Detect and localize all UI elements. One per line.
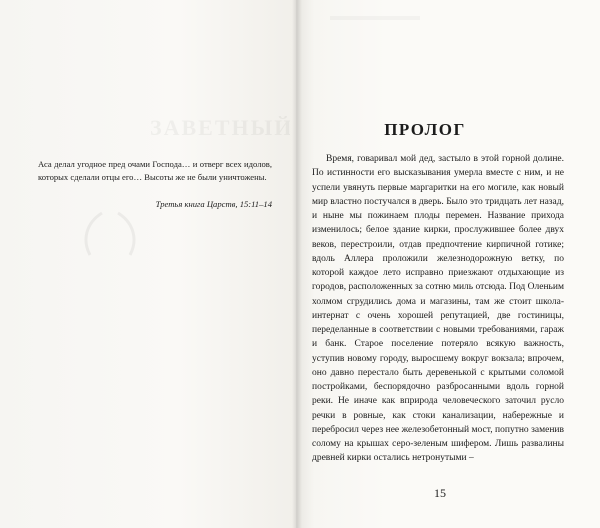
left-page: [0, 0, 296, 528]
show-through-wreath: [80, 205, 140, 265]
chapter-body: Время, говаривал мой дед, застыло в этой горной долине. По истинности его высказывания умерла вместе с ним, и не успели увянуть первые маргаритки на его могиле, как новый мир властно постучался в дверь. Было это тридцать лет назад, и ныне мы пожинаем плоды перемен. Название прихода изменилось; белое здание кирки, прослужившее более двух веков, перестроили, отдав предпочтение кирпичной готике; вдоль Аллера проложили железнодорожную ветку, по которой каждое лето исправно приезжают отдыхающие из городов, расположенных за сотню миль отсюда. Под Оленьим холмом сгрудились дома и магазины, там же стоит школа-интернат с очень хорошей репутацией, две гостиницы, переделанные в соответствии с новыми требованиями, гараж и банк. Старое поселение потеряло всякую важность, уступив новому городу, выросшему вокруг вокзала; впрочем, оно давно перестало быть деревенькой с крытыми соломой постройками, беспорядочно разбросанными вдоль горной реки. Не иначе как вприрода человеческого заточил русло речки в ровные, как стоки канализации, набережные и перебросил через нее железобетонный мост, попутно заменив солому на крышах серо-зеленым шифером. Лишь развалины древней кирки остались нетронутыми –: [312, 154, 564, 464]
page-number: 15: [434, 486, 446, 500]
show-through-text: [150, 115, 290, 141]
epigraph-quote: Аса делал угодное пред очами Господа… и отверг всех идолов, которых сделали отцы его… Высоты же не были уничтожены.: [38, 159, 272, 183]
book-gutter: [292, 0, 302, 528]
epigraph-source: Третья книга Царств, 15:11–14: [155, 199, 272, 209]
chapter-title: ПРОЛОГ: [384, 120, 466, 139]
show-through-mark: [330, 16, 420, 20]
